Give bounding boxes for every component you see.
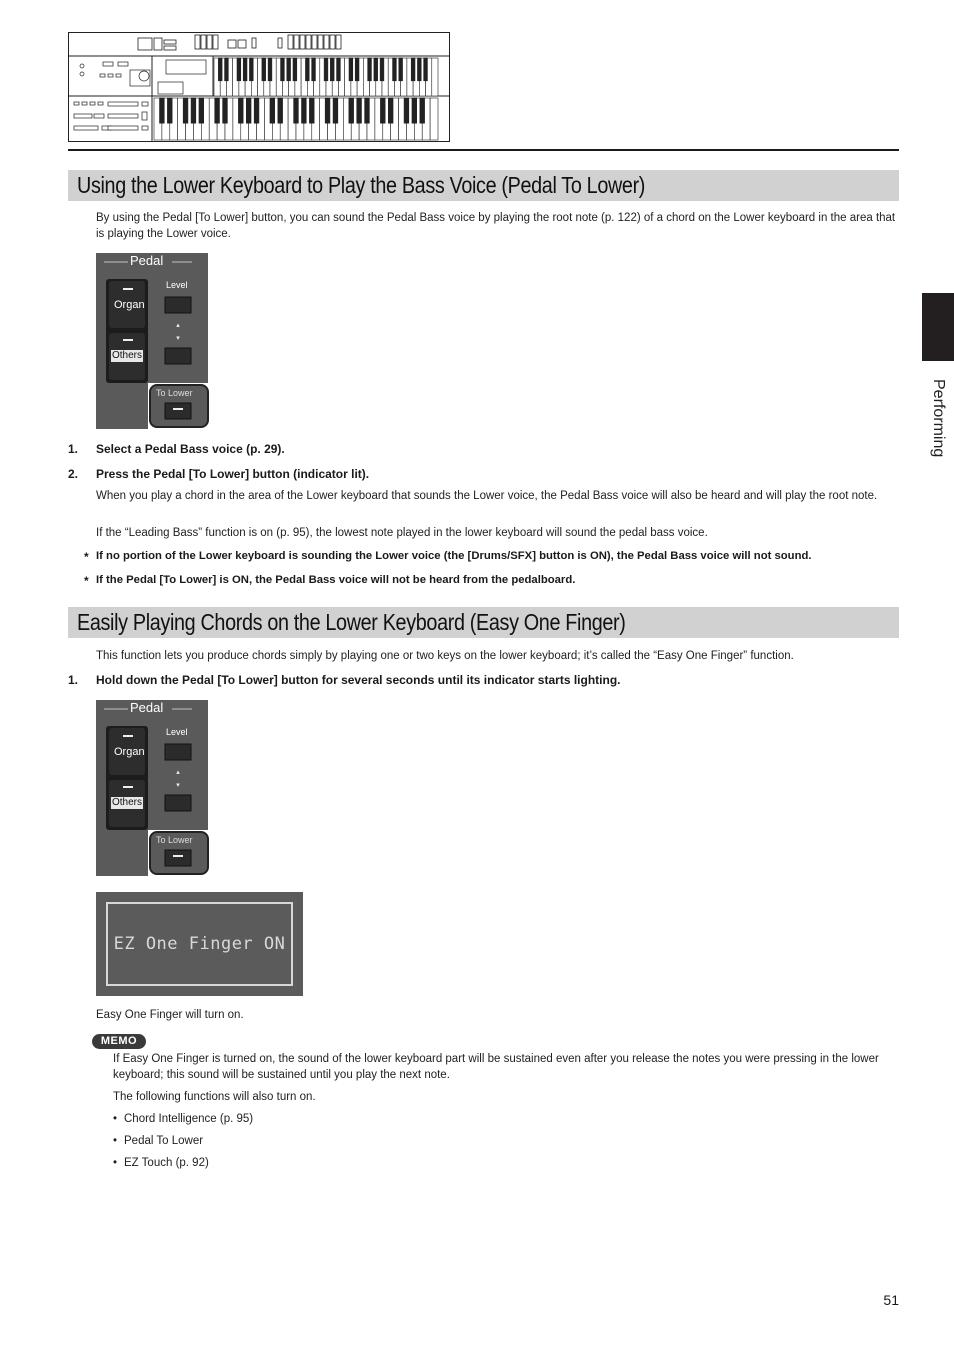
black-key	[330, 58, 334, 81]
bullet-icon: •	[113, 1135, 118, 1147]
black-key	[380, 58, 384, 81]
black-key	[199, 98, 204, 123]
black-key	[349, 98, 354, 123]
step-text: Hold down the Pedal [To Lower] button for several seconds until its indicator starts lighting.	[96, 673, 621, 687]
step-text: Press the Pedal [To Lower] button (indicator lit).	[96, 467, 370, 481]
leading-bass-note: If the “Leading Bass” function is on (p. 95), the lowest note played in the lower keyboard will sound the pedal bass voice.	[96, 527, 708, 539]
lcd-screen-frame	[106, 902, 293, 986]
section-heading-easy-one-finger	[68, 607, 899, 638]
to-lower-label: To Lower	[156, 388, 193, 398]
black-key	[249, 58, 253, 81]
black-key	[246, 98, 251, 123]
result-text: Easy One Finger will turn on.	[96, 1009, 244, 1021]
black-key	[287, 58, 291, 81]
section2-intro: This function lets you produce chords simply by playing one or two keys on the lower keyboard; it’s called the “Easy One Finger” function.	[96, 650, 794, 662]
step-text: Select a Pedal Bass voice (p. 29).	[96, 442, 285, 456]
instrument-diagram	[68, 32, 450, 142]
black-key	[183, 98, 188, 123]
svg-text:▾: ▾	[176, 335, 180, 342]
bullet-text: Chord Intelligence (p. 95)	[124, 1113, 254, 1125]
step-number: 1.	[68, 442, 79, 456]
organ-overview-illustration	[68, 32, 450, 142]
bullet-text: Pedal To Lower	[124, 1135, 204, 1147]
black-key	[309, 98, 314, 123]
black-key	[424, 58, 428, 81]
black-key	[225, 58, 229, 81]
black-key	[215, 98, 220, 123]
pedal-panel-graphic	[96, 700, 210, 878]
chapter-side-label: Performing	[930, 379, 947, 458]
section-heading-pedal-to-lower	[68, 170, 899, 201]
black-key	[365, 98, 370, 123]
pedal-panel-title: Pedal	[130, 700, 164, 715]
svg-text:▴: ▴	[176, 322, 180, 329]
black-key	[270, 98, 275, 123]
black-key	[399, 58, 403, 81]
bullet-item	[113, 1112, 254, 1128]
step-number: 2.	[68, 467, 79, 481]
black-key	[324, 58, 328, 81]
pedal-panel-graphic	[96, 253, 210, 431]
black-key	[349, 58, 353, 81]
organ-button-label: Organ	[114, 746, 145, 758]
memo-paragraph: The following functions will also turn on.	[113, 1091, 316, 1103]
black-key	[237, 58, 241, 81]
black-key	[293, 58, 297, 81]
black-key	[417, 58, 421, 81]
black-key	[312, 58, 316, 81]
black-key	[355, 58, 359, 81]
black-key	[218, 58, 222, 81]
svg-text:▴: ▴	[176, 769, 180, 776]
bullet-icon: •	[113, 1113, 118, 1125]
black-key	[223, 98, 228, 123]
section1-intro: By using the Pedal [To Lower] button, you can sound the Pedal Bass voice by playing the root note (p. 122) of a chord on the Lower keyboard in the area that is playing the Lower voice.	[96, 212, 896, 240]
white-key	[432, 58, 438, 96]
lcd-message: EZ One Finger ON	[113, 934, 286, 954]
black-key	[412, 98, 417, 123]
note-asterisk: *	[84, 550, 89, 564]
black-key	[305, 58, 309, 81]
section-title: Using the Lower Keyboard to Play the Bass Voice (Pedal To Lower)	[77, 172, 646, 198]
black-key	[368, 58, 372, 81]
black-key	[243, 58, 247, 81]
level-label: Level	[166, 727, 188, 737]
black-key	[191, 98, 196, 123]
page-number: 51	[883, 1292, 899, 1308]
black-key	[388, 98, 393, 123]
black-key	[281, 58, 285, 81]
black-key	[420, 98, 425, 123]
top-divider	[68, 149, 899, 151]
black-key	[254, 98, 259, 123]
note-asterisk: *	[84, 574, 89, 588]
chapter-side-tab	[922, 293, 954, 361]
svg-text:▾: ▾	[176, 782, 180, 789]
black-key	[278, 98, 283, 123]
note-text: If no portion of the Lower keyboard is sounding the Lower voice (the [Drums/SFX] button is ON), the Pedal Bass voice will not sound.	[96, 550, 812, 562]
lcd-display	[96, 892, 303, 996]
black-key	[337, 58, 341, 81]
black-key	[357, 98, 362, 123]
black-key	[404, 98, 409, 123]
pedal-panel-illustration	[96, 253, 210, 431]
white-key	[430, 98, 438, 140]
bullet-text: EZ Touch (p. 92)	[124, 1157, 209, 1169]
others-button-label: Others	[112, 797, 143, 808]
black-key	[262, 58, 266, 81]
step-number: 1.	[68, 673, 79, 687]
black-key	[393, 58, 397, 81]
black-key	[380, 98, 385, 123]
memo-badge: MEMO	[92, 1034, 146, 1049]
to-lower-label: To Lower	[156, 835, 193, 845]
bullet-item	[113, 1134, 204, 1150]
black-key	[302, 98, 307, 123]
organ-button-label: Organ	[114, 299, 145, 311]
black-key	[268, 58, 272, 81]
pedal-panel-illustration	[96, 700, 210, 878]
section-title: Easily Playing Chords on the Lower Keyboard (Easy One Finger)	[77, 609, 626, 635]
black-key	[160, 98, 165, 123]
black-key	[374, 58, 378, 81]
black-key	[325, 98, 330, 123]
black-key	[294, 98, 299, 123]
step-2-explanation: When you play a chord in the area of the Lower keyboard that sounds the Lower voice, the Pedal Bass voice will also be heard and will play the root note.	[96, 490, 878, 502]
note-text: If the Pedal [To Lower] is ON, the Pedal Bass voice will not be heard from the pedalboard.	[96, 574, 576, 586]
black-key	[167, 98, 172, 123]
others-button-label: Others	[112, 350, 143, 361]
memo-paragraph: If Easy One Finger is turned on, the sound of the lower keyboard part will be sustained even after you release the notes you were pressing in the lower keyboard; this sound will be sustained until you play the next note.	[113, 1053, 879, 1081]
level-label: Level	[166, 280, 188, 290]
pedal-panel-title: Pedal	[130, 253, 164, 268]
bullet-icon: •	[113, 1157, 118, 1169]
black-key	[411, 58, 415, 81]
black-key	[333, 98, 338, 123]
bullet-item	[113, 1156, 209, 1172]
black-key	[238, 98, 243, 123]
